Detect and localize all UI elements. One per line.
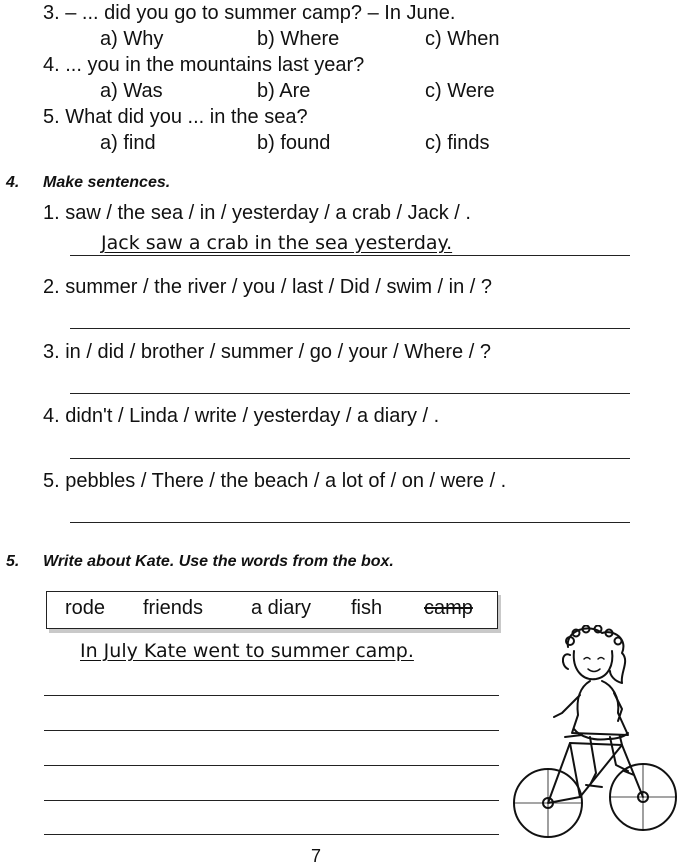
section-4-title: Make sentences.	[43, 174, 171, 191]
writing-line-4[interactable]	[44, 800, 499, 801]
word-box-item: fish	[351, 597, 383, 619]
answer-line-1[interactable]	[70, 255, 630, 256]
section-5-number: 5.	[6, 553, 20, 570]
girl-on-bicycle-illustration	[510, 625, 680, 850]
kate-first-sentence[interactable]: In July Kate went to summer camp.	[80, 640, 414, 662]
sentence-5-prompt: 5. pebbles / There / the beach / a lot of / on / were / .	[43, 470, 507, 492]
answer-line-5[interactable]	[70, 522, 630, 523]
question-3-text: 3. – ... did you go to summer camp? – In June.	[43, 2, 456, 24]
sentence-3-prompt: 3. in / did / brother / summer / go / your / Where / ?	[43, 341, 491, 363]
writing-line-2[interactable]	[44, 730, 499, 731]
question-3-option-c[interactable]: c) When	[425, 28, 500, 50]
section-5-title: Write about Kate. Use the words from the box.	[43, 553, 394, 570]
answer-line-4[interactable]	[70, 458, 630, 459]
page-number: 7	[311, 846, 322, 866]
sentence-4-prompt: 4. didn't / Linda / write / yesterday / a diary / .	[43, 405, 440, 427]
writing-line-5[interactable]	[44, 834, 499, 835]
question-3-option-a[interactable]: a) Why	[100, 28, 164, 50]
word-box-item: a diary	[251, 597, 312, 619]
answer-line-2[interactable]	[70, 328, 630, 329]
writing-line-3[interactable]	[44, 765, 499, 766]
question-4-text: 4. ... you in the mountains last year?	[43, 54, 365, 76]
question-4-option-c[interactable]: c) Were	[425, 80, 495, 102]
question-5-option-a[interactable]: a) find	[100, 132, 156, 154]
question-5-text: 5. What did you ... in the sea?	[43, 106, 308, 128]
sentence-1-answer[interactable]: Jack saw a crab in the sea yesterday.	[101, 232, 453, 254]
question-4-option-a[interactable]: a) Was	[100, 80, 163, 102]
question-3-option-b[interactable]: b) Where	[257, 28, 340, 50]
word-box-item: friends	[143, 597, 204, 619]
sentence-2-prompt: 2. summer / the river / you / last / Did / swim / in / ?	[43, 276, 493, 298]
answer-line-3[interactable]	[70, 393, 630, 394]
word-box-item: rode	[65, 597, 106, 619]
writing-line-1[interactable]	[44, 695, 499, 696]
sentence-1-prompt: 1. saw / the sea / in / yesterday / a crab / Jack / .	[43, 202, 471, 224]
word-box-item-used: camp	[424, 597, 473, 619]
question-5-option-c[interactable]: c) finds	[425, 132, 490, 154]
section-4-number: 4.	[6, 174, 20, 191]
question-5-option-b[interactable]: b) found	[257, 132, 331, 154]
question-4-option-b[interactable]: b) Are	[257, 80, 311, 102]
